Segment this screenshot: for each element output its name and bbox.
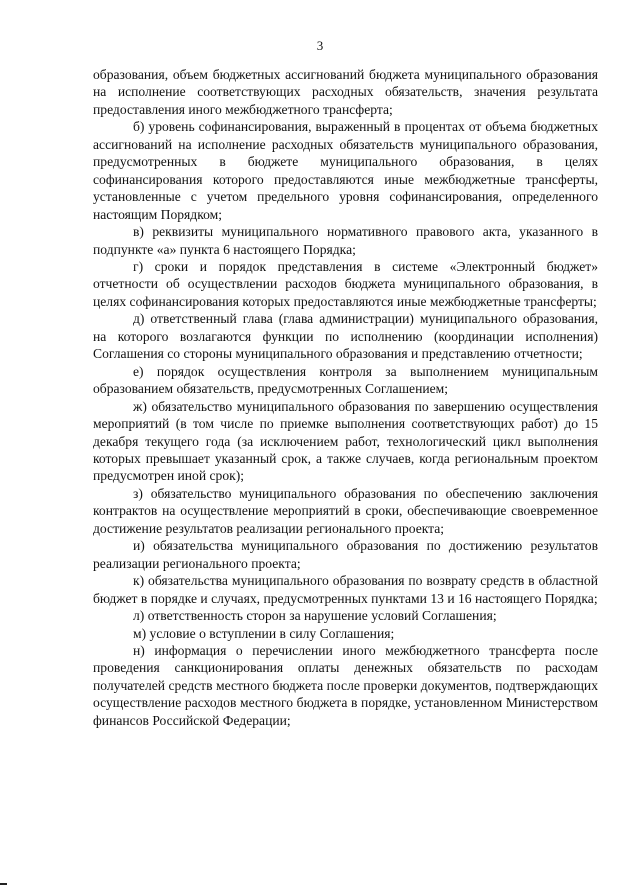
paragraph-item-k: к) обязательства муниципального образования по возврату средств в областной бюджет в порядке и случаях, предусмотренных пунктами 13 и 16 настоящего Порядка; <box>93 573 598 606</box>
paragraph-item-g: г) сроки и порядок представления в системе «Электронный бюджет» отчетности об осуществлении расходов бюджета муниципального образования, в целях софинансирования которых предоставляются иные межбюджетные трансферты; <box>93 258 598 309</box>
paragraph-item-d: д) ответственный глава (глава администрации) муниципального образования, на которого возлагаются функции по исполнению (координации исполнения) Соглашения со стороны муниципального образования и представлению отчетности; <box>93 311 598 362</box>
paragraph-item-n: н) информация о перечислении иного межбюджетного трансферта после проведения санкционирования оплаты денежных обязательств по расходам получателей средств местного бюджета после проверки документов, подтверждающих осуществление расходов местного бюджета в порядке, установленном Министерством финансов Российской Федерации; <box>93 642 598 728</box>
paragraph-item-i: и) обязательства муниципального образования по достижению результатов реализации регионального проекта; <box>93 538 598 571</box>
paragraph-item-m: м) условие о вступлении в силу Соглашения; <box>133 625 395 641</box>
paragraph-item-l: л) ответственность сторон за нарушение условий Соглашения; <box>133 608 497 624</box>
page-number: 3 <box>316 38 324 53</box>
paragraph-continuation: образования, объем бюджетных ассигнований бюджета муниципального образования на исполнение соответствующих расходных обязательств, значения результата предоставления иного межбюджетного трансферта; <box>93 67 598 117</box>
paragraph-item-zh: ж) обязательство муниципального образования по завершению осуществления мероприятий (в том числе по приемке выполнения соответствующих работ) до 15 декабря текущего года (за исключением работ, технологический цикл выполнения которых превышает указанный срок, а также случаев, когда региональным проектом предусмотрен иной срок); <box>93 398 598 484</box>
paragraph-item-z: з) обязательство муниципального образования по обеспечению заключения контрактов на осуществление мероприятий в сроки, обеспечивающие своевременное достижение результатов реализации регионального проекта; <box>93 485 598 536</box>
paragraph-item-e: е) порядок осуществления контроля за выполнением муниципальным образованием обязательств, предусмотренных Соглашением; <box>93 363 598 397</box>
scan-edge-mark <box>0 883 7 885</box>
document-body <box>93 66 598 729</box>
paragraph-item-v: в) реквизиты муниципального нормативного правового акта, указанного в подпункте «а» пункта 6 настоящего Порядка; <box>93 224 598 257</box>
paragraph-item-b: б) уровень софинансирования, выраженный в процентах от объема бюджетных ассигнований на исполнение расходных обязательств муниципального образования, предусмотренных в бюджете муниципального образования, в целях софинансирования которого предоставляются иные межбюджетные трансферты, установленные с учетом предельного уровня софинансирования, определенного настоящим Порядком; <box>93 119 598 222</box>
